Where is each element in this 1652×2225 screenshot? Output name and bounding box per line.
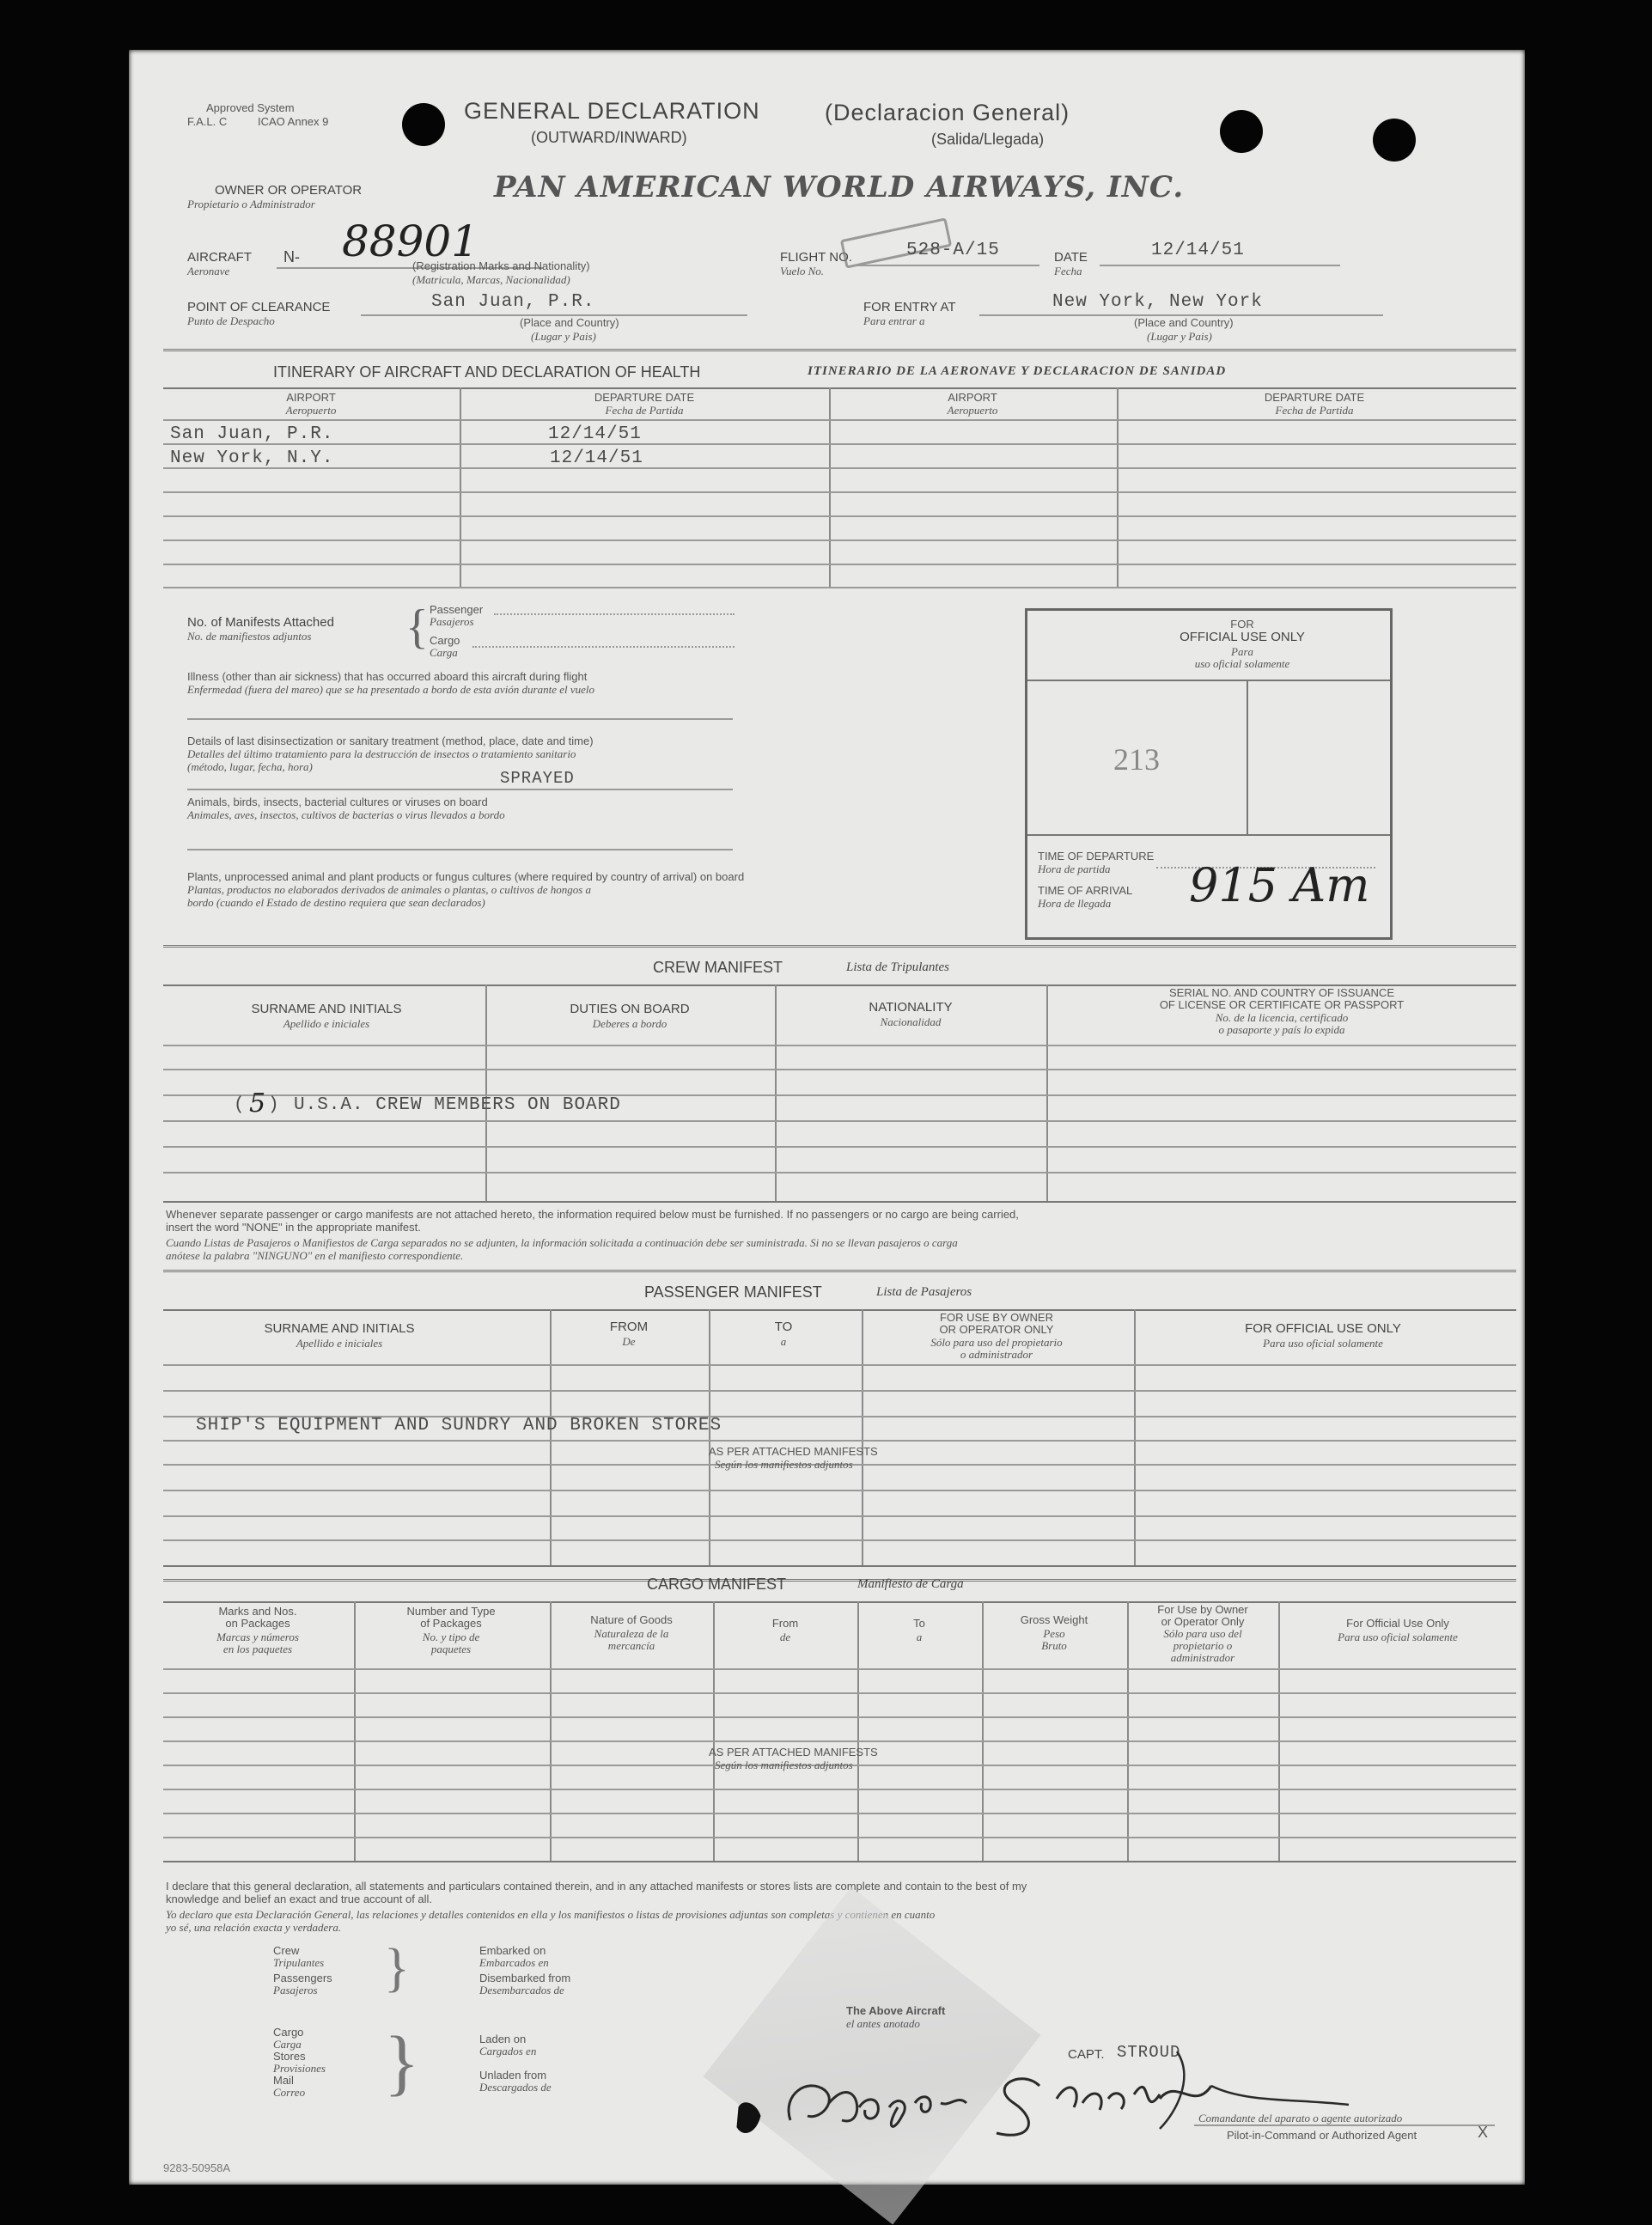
aircraft-label: AIRCRAFT [187,250,252,265]
cargo-col-weight: Gross Weight [1020,1613,1088,1626]
passenger-label: Passenger [430,603,484,616]
disinsect-label: Details of last disinsectization or sanitary treatment (method, place, date and time) [187,735,594,747]
cargo-col-marks-es2: en los paquetes [223,1643,293,1655]
col-airport-es: Aeropuerto [947,404,998,417]
pax-col-owner-es: Sólo para uso del propietario [930,1336,1063,1349]
footer-disembarked-es: Desembarcados de [479,1984,564,1996]
official-use-box [1025,608,1393,940]
crew-col-surname: SURNAME AND INITIALS [251,1002,402,1016]
disinsect-label-es: Detalles del último tratamiento para la destrucción de insectos o tratamiento sanitario [187,747,576,760]
pax-col-surname-es: Apellido e iniciales [296,1337,383,1350]
cargo-col-packages: Number and Type [406,1605,496,1618]
footer-crew-es: Tripulantes [273,1956,325,1969]
plants-label-es2: bordo (cuando el Estado de destino requiera que sean declarados) [187,896,485,909]
cargo-col-owner-es3: administrador [1170,1651,1235,1664]
footer-passengers-es: Pasajeros [273,1984,318,1996]
itinerary-date: 12/14/51 [548,424,642,444]
cargo-col-nature-es2: mercancía [607,1639,655,1652]
plants-label: Plants, unprocessed animal and plant products or fungus cultures (where required by country of arrival) on board [187,870,745,883]
pic-label: Pilot-in-Command or Authorized Agent [1227,2129,1417,2142]
cargo-col-to-es: a [916,1631,923,1643]
form-number: 9283-50958A [163,2161,231,2174]
footer-mail-es: Correo [273,2086,306,2099]
notice-line-4: anótese la palabra "NINGUNO" en el manifiesto correspondiente. [166,1249,464,1262]
footer-embarked: Embarked on [479,1944,546,1957]
itinerary-heading: ITINERARY OF AIRCRAFT AND DECLARATION OF HEALTH [273,363,701,381]
cargo-col-marks-es: Marcas y números [216,1631,299,1643]
illness-label: Illness (other than air sickness) that has occurred aboard this aircraft during flight [187,670,588,683]
col-airport: AIRPORT [948,391,997,404]
pic-label-es: Comandante del aparato o agente autorizado [1198,2112,1403,2124]
place-country-label: (Place and Country) [520,316,619,329]
capt-label: CAPT. [1068,2047,1105,2062]
owner-label-es: Propietario o Administrador [187,198,315,210]
pax-attached: AS PER ATTACHED MANIFESTS [709,1445,878,1458]
disinsect-value: SPRAYED [500,769,575,788]
entry-value: New York, New York [1052,292,1263,312]
passenger-heading: PASSENGER MANIFEST [644,1283,822,1301]
footer-laden-es: Cargados en [479,2045,537,2057]
captain-name: STROUD [1117,2043,1181,2062]
cargo-col-from: From [771,1617,799,1630]
owner-value: PAN AMERICAN WORLD AIRWAYS, INC. [494,170,1185,204]
approval-text: Approved System [206,101,295,114]
cargo-col-packages-es: No. y tipo de [422,1631,480,1643]
col-departure: DEPARTURE DATE [1264,391,1365,404]
cargo-col-packages-es2: paquetes [430,1643,472,1655]
official-label: OFFICIAL USE ONLY [1180,630,1305,644]
place-country-label: (Place and Country) [1134,316,1234,329]
manifests-label-es: No. de manifiestos adjuntos [187,630,312,643]
plants-label-es: Plantas, productos no elaborados derivados de animales o plantas, o cultivos de hongos a [187,883,592,896]
disinsect-label-es2: (método, lugar, fecha, hora) [187,760,313,773]
clearance-label-es: Punto de Despacho [187,314,275,327]
clearance-value: San Juan, P.R. [431,292,595,312]
reg-marks-label-es: (Matricula, Marcas, Nacionalidad) [412,273,570,286]
place-country-label-es: (Lugar y Pais) [1147,330,1212,343]
official-number: 213 [1113,742,1160,777]
footer-laden: Laden on [479,2033,527,2045]
passenger-label-es: Pasajeros [430,615,474,628]
pax-col-from: FROM [609,1320,649,1334]
aircraft-number: 88901 [342,216,479,266]
date-label: DATE [1054,250,1088,265]
clearance-label: POINT OF CLEARANCE [187,300,331,314]
flight-number: 528-A/15 [906,241,1000,260]
footer-stores-es: Provisiones [273,2062,326,2075]
crew-col-duties: DUTIES ON BOARD [570,1002,690,1016]
date-value: 12/14/51 [1151,241,1245,260]
fal-code: F.A.L. C [187,115,228,128]
cargo-col-weight-es2: Bruto [1041,1639,1067,1652]
cargo-col-owner-es2: propietario o [1173,1639,1233,1652]
departure-time-label: TIME OF DEPARTURE [1038,850,1155,863]
form-title-es: (Declaracion General) [825,100,1070,125]
official-label-es2: uso oficial solamente [1194,657,1290,670]
cargo-heading: CARGO MANIFEST [647,1576,787,1593]
cargo-col-marks-2: on Packages [225,1617,290,1630]
pax-col-from-es: De [622,1335,636,1348]
footer-embarked-es: Embarcados en [479,1956,549,1969]
place-country-label-es: (Lugar y Pais) [531,330,596,343]
notice-line-1: Whenever separate passenger or cargo manifests are not attached hereto, the information required below must be furnished. If no passengers or no cargo are being carried, [166,1208,1019,1221]
declaration-line-4: yo sé, una relación exacta y verdadera. [166,1921,342,1934]
crew-entry-paren: ) [268,1095,280,1115]
crew-entry-paren: ( [234,1095,246,1115]
declaration-line-3: Yo declaro que esta Declaración General, las relaciones y detalles contenidos en ella y los manifiestos o listas de provisiones adjuntas son completas y contienen en cuanto [166,1908,936,1921]
crew-col-duties-es: Deberes a bordo [592,1017,668,1030]
footer-passengers: Passengers [273,1972,332,1984]
above-aircraft-label-es: el antes anotado [846,2017,920,2030]
official-label-es: Para [1231,645,1253,658]
aircraft-label-es: Aeronave [187,265,230,277]
crew-col-nationality-es: Nacionalidad [880,1015,942,1028]
footer-cargo: Cargo [273,2026,304,2039]
punch-hole [1220,110,1263,153]
cargo-heading-es: Manifiesto de Carga [857,1577,964,1591]
cargo-col-weight-es: Peso [1043,1627,1065,1640]
itinerary-airport: San Juan, P.R. [170,424,334,444]
pax-col-official: FOR OFFICIAL USE ONLY [1245,1321,1401,1336]
crew-heading-es: Lista de Tripulantes [846,960,950,974]
footer-unladen: Unladen from [479,2069,547,2082]
cargo-col-owner-es: Sólo para uso del [1163,1627,1242,1640]
col-airport: AIRPORT [286,391,336,404]
date-label-es: Fecha [1054,265,1082,277]
itinerary-airport: New York, N.Y. [170,448,334,468]
cargo-col-nature: Nature of Goods [590,1613,673,1626]
crew-col-serial: SERIAL NO. AND COUNTRY OF ISSUANCE [1169,986,1394,999]
pax-col-owner-es2: o administrador [960,1348,1033,1361]
reg-marks-label: (Registration Marks and Nationality) [412,259,590,272]
form-subtitle: (OUTWARD/INWARD) [531,129,687,146]
notice-line-3: Cuando Listas de Pasajeros o Manifiestos de Carga separados no se adjunten, la información solicitada a continuación debe ser suministrada. Si no se llevan pasajeros o carga [166,1236,958,1249]
illness-label-es: Enfermedad (fuera del mareo) que se ha presentado a bordo de esta avión durante el vuelo [187,683,595,696]
form-subtitle-es: (Salida/Llegada) [931,131,1045,148]
itinerary-date: 12/14/51 [550,448,643,468]
entry-label: FOR ENTRY AT [863,300,956,314]
crew-col-serial-es2: o pasaporte y país lo expida [1218,1023,1345,1036]
flight-label: FLIGHT NO. [780,250,852,265]
pax-col-official-es: Para uso oficial solamente [1263,1337,1383,1350]
cargo-attached-es: Según los manifiestos adjuntos [715,1759,853,1771]
col-departure: DEPARTURE DATE [594,391,695,404]
punch-hole [1373,119,1416,162]
manifests-label: No. of Manifests Attached [187,615,334,630]
col-airport-es: Aeropuerto [285,404,337,417]
animals-label-es: Animales, aves, insectos, cultivos de bacterias o virus llevados a bordo [187,808,505,821]
col-departure-es: Fecha de Partida [605,404,684,417]
cargo-col-owner: For Use by Owner [1157,1603,1248,1616]
itinerary-heading-es: ITINERARIO DE LA AERONAVE Y DECLARACION DE SANIDAD [808,364,1227,378]
pax-col-owner: FOR USE BY OWNER [940,1311,1053,1324]
pax-col-surname: SURNAME AND INITIALS [264,1321,415,1336]
pax-col-owner-2: OR OPERATOR ONLY [939,1323,1054,1336]
general-declaration-form: Approved System F.A.L. C ICAO Annex 9 GENERAL DECLARATION (Declaracion General) (OUTWARD/INWARD) (Salida/Llegada) OWNER OR OPERATOR Propietario o Administrador PAN AMERICAN WORLD AIRWAYS, INC. AIRCRAFT Aeronave N- 88901 (Registration Marks and Nationality) (Matricula, Marcas, Nacionalidad) FLIGHT NO. Vuelo No. 528-A/15 DATE Fecha 12/14/51 POINT OF CLEARANCE Punto de Despacho San Juan, P.R. (Place and Country) (Lugar y Pais) FOR ENTRY AT Para entrar a New York, New York (Place and Country) (Lugar y Pais) ITINERARY OF AIRCRAFT AND DECLARATION OF HEALTH ITINERARIO DE LA AERONAVE Y DECLARACION DE SANIDAD AIRPORT Aeropuerto DEPARTURE DATE Fecha de Partida AIRPORT Aeropuerto DEPARTURE DATE Fecha de Partida San Juan, P.R. 12/14/51 New York, N.Y. 12/14/51 No. of Manifests Attached No. de manifiestos adjuntos { Passenger Pasajeros Cargo Carga Illness (other than air sickness) that has occurred aboard this aircraft during flight Enfermedad (fuera del mareo) que se ha presentado a bordo de esta avión durante el vuelo Details of last disinsectization or sanitary treatment (method, place, date and time) Detalles del último tratamiento para la destrucción de insectos o tratamiento sanitario (método, lugar, fecha, hora) SPRAYED Animals, birds, insects, bacterial cultures or viruses on board Animales, aves, insectos, cultivos de bacterias o virus llevados a bordo Plants, unprocessed animal and plant products or fungus cultures (where required by country of arrival) on board Plantas, productos no elaborados derivados de animales o plantas, o cultivos de hongos a bordo (cuando el Estado de destino requiera que sean declarados) FOR OFFICIAL USE ONLY Para uso oficial solamente 213 TIME OF DEPARTURE Hora de partida TIME OF ARRIVAL Hora de llegada 915 Am CREW MANIFEST Lista de Tripulantes SURNAME AND INITIALS Apellido e iniciales DUTIES ON BOARD Deberes a bordo NATIONALITY Nacionalidad SERIAL NO. AND COUNTRY OF ISSUANCE OF LICENSE OR CERTIFICATE OR PASSPORT No. de la licencia, certificado o pasaporte y país lo expida ( 5 ) U.S.A. CREW MEMBERS ON BOARD Whenever separate passenger or cargo manifests are not attached hereto, the information required below must be furnished. If no passengers or no cargo are being carried, insert the word "NONE" in the appropriate manifest. Cuando Listas de Pasajeros o Manifiestos de Carga separados no se adjunten, la información solicitada a continuación debe ser suministrada. Si no se llevan pasajeros o carga anótese la palabra "NINGUNO" en el manifiesto correspondiente. PASSENGER MANIFEST Lista de Pasajeros SURNAME AND INITIALS Apellido e iniciales FROM De TO a FOR USE BY OWNER OR OPERATOR ONLY Sólo para uso del propietario o administrador FOR OFFICIAL USE ONLY Para uso oficial solamente SHIP'S EQUIPMENT AND SUNDRY AND BROKEN STORES AS PER ATTACHED MANIFESTS Según los manifiestos adjuntos CARGO MANIFEST Manifiesto de Carga Marks and Nos. on Packages Marcas y números en los paquetes Number and Type of Packages No. y tipo de paquetes Nature of Goods Naturaleza de la mercancía From de To a Gross Weight Peso Bruto For Use by Owner or Operator Only Sólo para uso del propietario o administrador For Official Use Only Para uso oficial solamente AS PER ATTACHED MANIFESTS Según los manifiestos adjuntos I declare that this general declaration, all statements and particulars contained therein, and in any attached manifests or stores lists are complete and contain to the best of my knowledge and belief an exact and true account of all. Yo declaro que esta Declaración General, las relaciones y detalles contenidos en ella y los manifiestos o listas de provisiones adjuntas son completas y contienen en cuanto yo sé, una relación exacta y verdadera. Crew Tripulantes Passengers Pasajeros } Embarked on Embarcados en Disembarked from Desembarcados de Cargo Carga Stores Provisiones Mail Correo } Laden on Cargados en Unladen from Descargados de The Above Aircraft el antes anotado CAPT. STROUD Comandante del aparato o agente autorizado Pilot-in-Command or Authorized Agent X 9283-50958A [129,50,1525,2185]
notice-line-2: insert the word "NONE" in the appropriate manifest. [166,1221,421,1234]
cargo-attached: AS PER ATTACHED MANIFESTS [709,1746,878,1759]
crew-heading: CREW MANIFEST [653,959,783,976]
arrival-time-label: TIME OF ARRIVAL [1038,884,1133,897]
cargo-col-to: To [913,1617,925,1630]
declaration-line-2: knowledge and belief an exact and true account of all. [166,1893,433,1905]
punch-hole [402,103,445,146]
cargo-col-nature-es: Naturaleza de la [594,1627,669,1640]
cargo-col-official: For Official Use Only [1346,1617,1449,1630]
crew-col-serial-2: OF LICENSE OR CERTIFICATE OR PASSPORT [1159,998,1405,1011]
footer-cargo-es: Carga [273,2038,302,2051]
pax-entry-text: SHIP'S EQUIPMENT AND SUNDRY AND BROKEN STORES [196,1416,722,1436]
crew-col-serial-es: No. de la licencia, certificado [1215,1011,1349,1024]
form-title: GENERAL DECLARATION [464,98,760,124]
footer-mail: Mail [273,2074,294,2087]
flight-label-es: Vuelo No. [780,265,825,277]
aircraft-prefix: N- [283,248,300,265]
crew-col-surname-es: Apellido e iniciales [283,1017,370,1030]
footer-crew: Crew [273,1944,300,1957]
col-departure-es: Fecha de Partida [1275,404,1354,417]
arrival-time-value: 915 Am [1189,858,1370,912]
pax-attached-es: Según los manifiestos adjuntos [715,1458,853,1471]
animals-label: Animals, birds, insects, bacterial cultures or viruses on board [187,796,488,808]
pax-col-to-es: a [780,1335,787,1348]
crew-entry-text: U.S.A. CREW MEMBERS ON BOARD [294,1095,621,1115]
pax-col-to: TO [774,1320,793,1334]
footer-stores: Stores [273,2050,306,2063]
cargo-label-es: Carga [430,646,458,659]
cargo-col-official-es: Para uso oficial solamente [1338,1631,1458,1643]
cargo-col-marks: Marks and Nos. [218,1605,297,1618]
crew-col-nationality: NATIONALITY [869,1000,953,1015]
cargo-col-from-es: de [779,1631,791,1643]
footer-unladen-es: Descargados de [479,2081,552,2094]
cargo-col-owner-2: or Operator Only [1161,1615,1245,1628]
crew-count: 5 [249,1088,266,1119]
passenger-heading-es: Lista de Pasajeros [876,1285,972,1299]
cargo-col-packages-2: of Packages [420,1617,482,1630]
official-for: FOR [1230,618,1254,631]
footer-disembarked: Disembarked from [479,1972,571,1984]
owner-label: OWNER OR OPERATOR [215,183,363,198]
icao-annex: ICAO Annex 9 [258,115,329,128]
arrival-time-label-es: Hora de llegada [1038,897,1112,910]
departure-time-label-es: Hora de partida [1038,863,1111,875]
cargo-label: Cargo [430,634,460,647]
entry-label-es: Para entrar a [863,314,925,327]
declaration-line-1: I declare that this general declaration, all statements and particulars contained therein, and in any attached manifests or stores lists are complete and contain to the best of my [166,1880,1027,1893]
above-aircraft-label: The Above Aircraft [846,2004,946,2017]
